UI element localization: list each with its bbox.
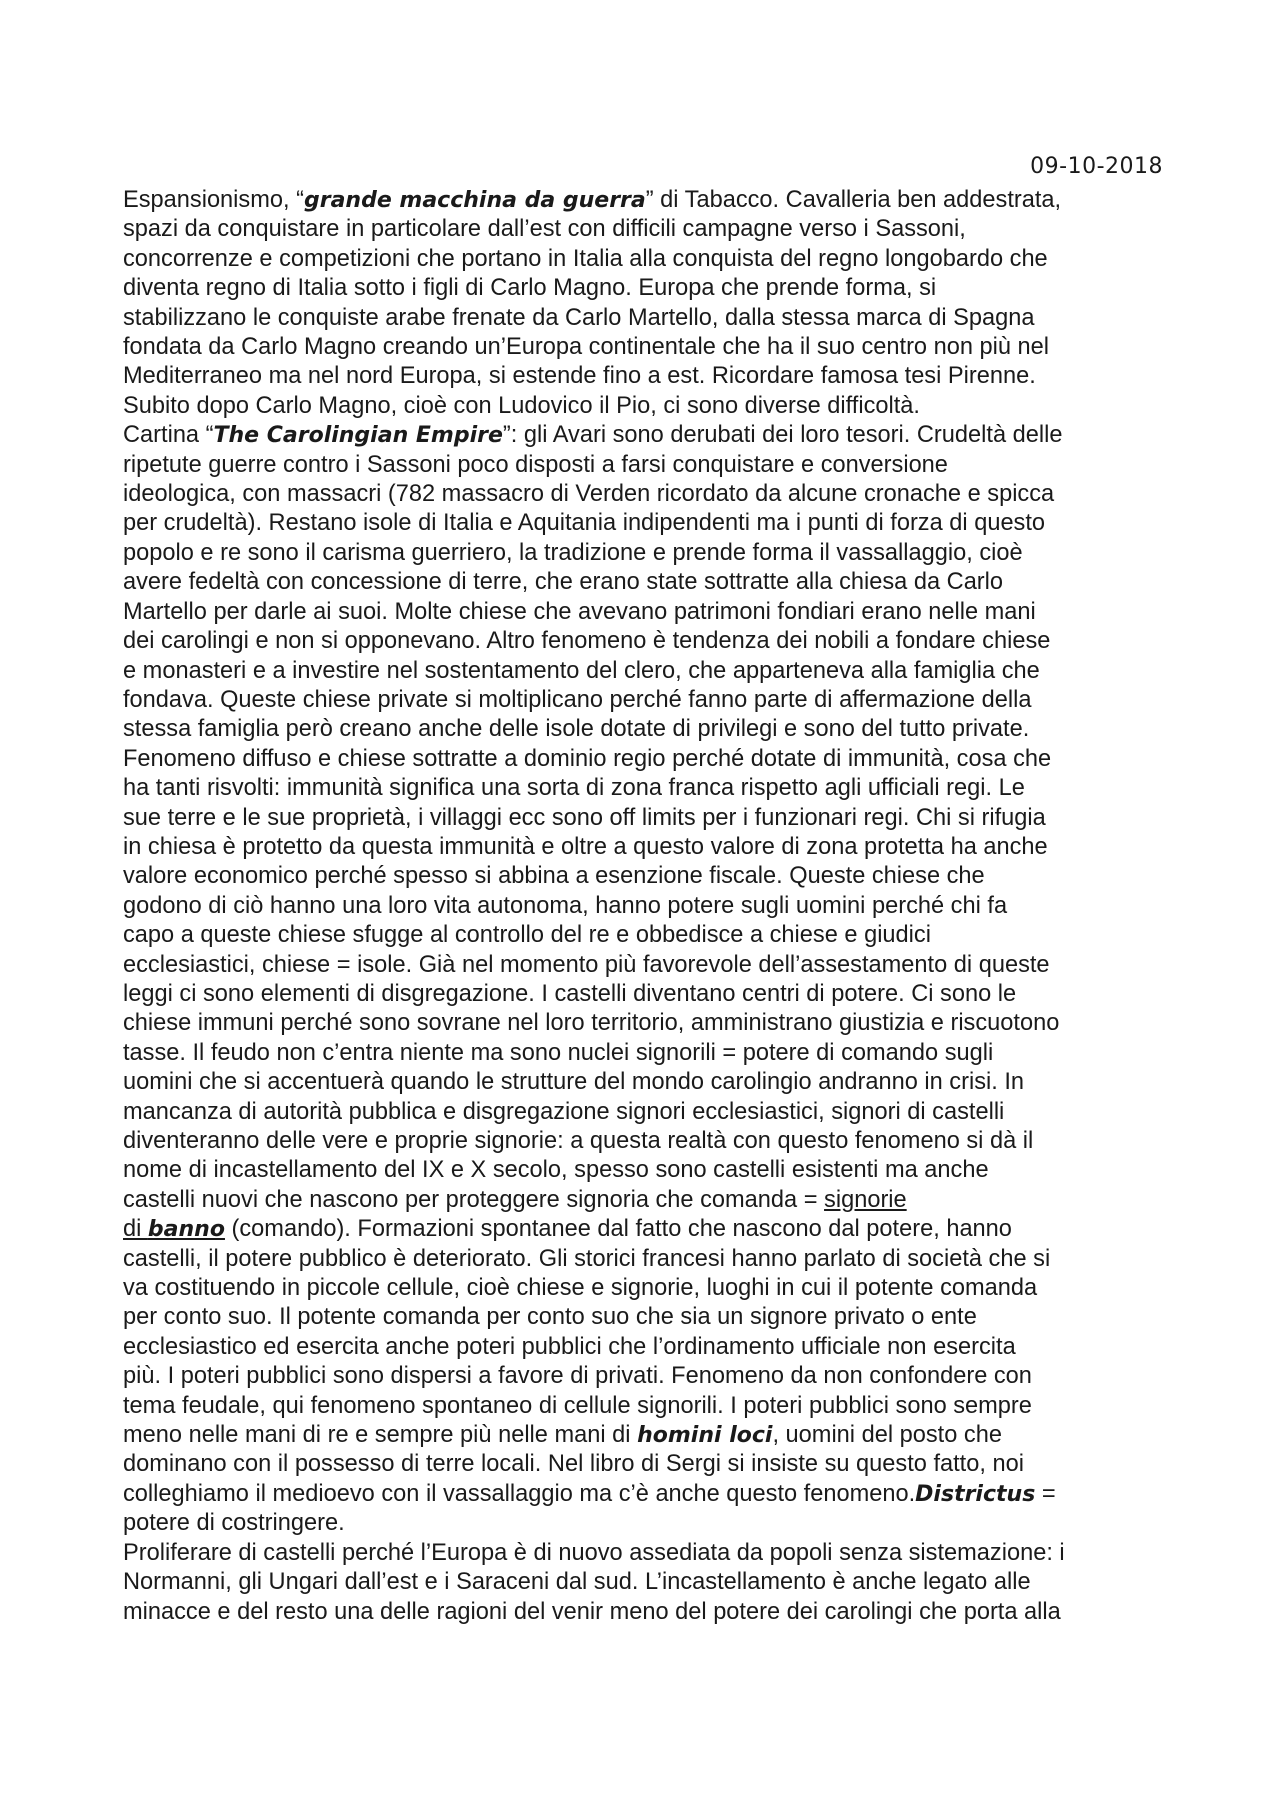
text-line xyxy=(123,1215,1173,1244)
text-line: minacce e del resto una delle ragioni del venir meno del potere dei carolingi che porta alla xyxy=(123,1598,1061,1625)
text-line: mancanza di autorità pubblica e disgregazione signori ecclesiastici, signori di castelli xyxy=(123,1098,1005,1125)
text-line: popolo e re sono il carisma guerriero, la tradizione e prende forma il vassallaggio, cioè xyxy=(123,539,1023,566)
text-line: ecclesiastici, chiese = isole. Già nel momento più favorevole dell’assestamento di queste xyxy=(123,951,1050,978)
text-line: uomini che si accentuerà quando le strutture del mondo carolingio andranno in crisi. In xyxy=(123,1069,1025,1096)
text-run: , uomini del posto che xyxy=(772,1422,1002,1449)
text-line: per conto suo. Il potente comanda per conto suo che sia un signore privato o ente xyxy=(123,1304,977,1331)
text-line: potere di costringere. xyxy=(123,1510,345,1537)
text-line: stessa famiglia però creano anche delle isole dotate di privilegi e sono del tutto private. xyxy=(123,716,1030,743)
text-line: fondata da Carlo Magno creando un’Europa continentale che ha il suo centro non più nel xyxy=(123,334,1050,361)
text-run: ” di Tabacco. Cavalleria ben addestrata, xyxy=(645,187,1062,213)
text-run: meno nelle mani di re e sempre più nelle mani di xyxy=(123,1422,638,1449)
text-line: ideologica, con massacri (782 massacro di Verden ricordato da alcune cronache e spicca xyxy=(123,481,1055,508)
text-line: chiese immuni perché sono sovrane nel loro territorio, amministrano giustizia e riscuotono xyxy=(123,1010,1060,1037)
text-line: Subito dopo Carlo Magno, cioè con Ludovico il Pio, ci sono diverse difficoltà. xyxy=(123,392,920,419)
text-line: Martello per darle ai suoi. Molte chiese che avevano patrimoni fondiari erano nelle mani xyxy=(123,598,1036,625)
text-line: ecclesiastico ed esercita anche poteri pubblici che l’ordinamento ufficiale non esercita xyxy=(123,1333,1016,1360)
text-line: diventa regno di Italia sotto i figli di Carlo Magno. Europa che prende forma, si xyxy=(123,275,937,302)
text-line: per crudeltà). Restano isole di Italia e Aquitania indipendenti ma i punti di forza di questo xyxy=(123,510,1046,537)
text-run: Cartina “ xyxy=(123,422,214,449)
text-run: (comando). Formazioni spontanee dal fatto che nascono dal potere, hanno xyxy=(224,1216,1012,1243)
text-line: ha tanti risvolti: immunità significa una sorta di zona franca rispetto agli ufficiali regi. Le xyxy=(123,775,1025,802)
text-run: castelli nuovi che nascono per proteggere signoria che comanda = xyxy=(123,1186,825,1213)
text-line: Fenomeno diffuso e chiese sottratte a dominio regio perché dotate di immunità, cosa che xyxy=(123,745,1052,772)
text-line: in chiesa è protetto da questa immunità e oltre a questo valore di zona protetta ha anche xyxy=(123,833,1048,860)
text-line: godono di ciò hanno una loro vita autonoma, hanno potere sugli uomini perché chi fa xyxy=(123,892,1008,919)
text-run: = xyxy=(1035,1480,1056,1507)
underlined-term: signorie xyxy=(824,1186,907,1213)
text-line: concorrenze e competizioni che portano in Italia alla conquista del regno longobardo che xyxy=(123,245,1048,272)
text-line: dominano con il possesso di terre locali. Nel libro di Sergi si insiste su questo fatto, noi xyxy=(123,1451,1024,1478)
text-run: colleghiamo il medioevo con il vassallaggio ma c’è anche questo fenomeno. xyxy=(123,1480,916,1507)
text-line: Proliferare di castelli perché l’Europa è di nuovo assediata da popoli senza sistemazione: i xyxy=(123,1539,1065,1566)
text-line: castelli, il potere pubblico è deteriorato. Gli storici francesi hanno parlato di società che si xyxy=(123,1245,1051,1272)
text-run: ”: gli Avari sono derubati dei loro tesori. Crudeltà delle xyxy=(502,422,1063,449)
emphasis-term: Districtus xyxy=(915,1481,1036,1507)
document-date: 09-10-2018 xyxy=(1030,154,1163,179)
text-line xyxy=(123,1421,1173,1450)
text-line: e monasteri e a investire nel sostentamento del clero, che apparteneva alla famiglia che xyxy=(123,657,1040,684)
text-line xyxy=(123,1186,1173,1215)
document-body xyxy=(123,186,1173,1627)
emphasis-term: banno xyxy=(147,1217,225,1243)
emphasis-term: homini loci xyxy=(637,1423,773,1449)
text-line: va costituendo in piccole cellule, cioè chiese e signorie, luoghi in cui il potente comanda xyxy=(123,1275,1038,1302)
text-line: avere fedeltà con concessione di terre, che erano state sottratte alla chiesa da Carlo xyxy=(123,569,1004,596)
text-line: leggi ci sono elementi di disgregazione. I castelli diventano centri di potere. Ci sono le xyxy=(123,980,1017,1007)
text-line: spazi da conquistare in particolare dall’est con difficili campagne verso i Sassoni, xyxy=(123,216,966,243)
text-line: sue terre e le sue proprietà, i villaggi ecc sono off limits per i funzionari regi. Chi si rifugia xyxy=(123,804,1046,831)
text-line: stabilizzano le conquiste arabe frenate da Carlo Martello, dalla stessa marca di Spagna xyxy=(123,304,1035,331)
text-line: Mediterraneo ma nel nord Europa, si estende fino a est. Ricordare famosa tesi Pirenne. xyxy=(123,363,1036,390)
emphasis-term: The Carolingian Empire xyxy=(213,423,503,449)
text-line: nome di incastellamento del IX e X secolo, spesso sono castelli esistenti ma anche xyxy=(123,1157,989,1184)
text-line: diventeranno delle vere e proprie signorie: a questa realtà con questo fenomeno si dà il xyxy=(123,1128,1034,1154)
text-line: dei carolingi e non si opponevano. Altro fenomeno è tendenza dei nobili a fondare chiese xyxy=(123,628,1051,655)
text-line: tasse. Il feudo non c’entra niente ma sono nuclei signorili = potere di comando sugli xyxy=(123,1039,994,1066)
text-line: Normanni, gli Ungari dall’est e i Saraceni dal sud. L’incastellamento è anche legato alle xyxy=(123,1569,1031,1596)
text-line: fondava. Queste chiese private si moltiplicano perché fanno parte di affermazione della xyxy=(123,686,1032,713)
text-line xyxy=(123,186,1173,215)
text-run: Espansionismo, “ xyxy=(123,187,304,213)
text-line xyxy=(123,1480,1173,1509)
text-line: valore economico perché spesso si abbina a esenzione fiscale. Queste chiese che xyxy=(123,863,985,890)
text-line xyxy=(123,421,1173,450)
text-line: ripetute guerre contro i Sassoni poco disposti a farsi conquistare e conversione xyxy=(123,451,948,478)
emphasis-term: grande macchina da guerra xyxy=(303,188,646,213)
text-line: capo a queste chiese sfugge al controllo del re e obbedisce a chiese e giudici xyxy=(123,922,931,949)
text-line: più. I poteri pubblici sono dispersi a favore di privati. Fenomeno da non confondere con xyxy=(123,1363,1032,1390)
underlined-term: di xyxy=(123,1216,148,1243)
text-line: tema feudale, qui fenomeno spontaneo di cellule signorili. I poteri pubblici sono sempre xyxy=(123,1392,1032,1419)
